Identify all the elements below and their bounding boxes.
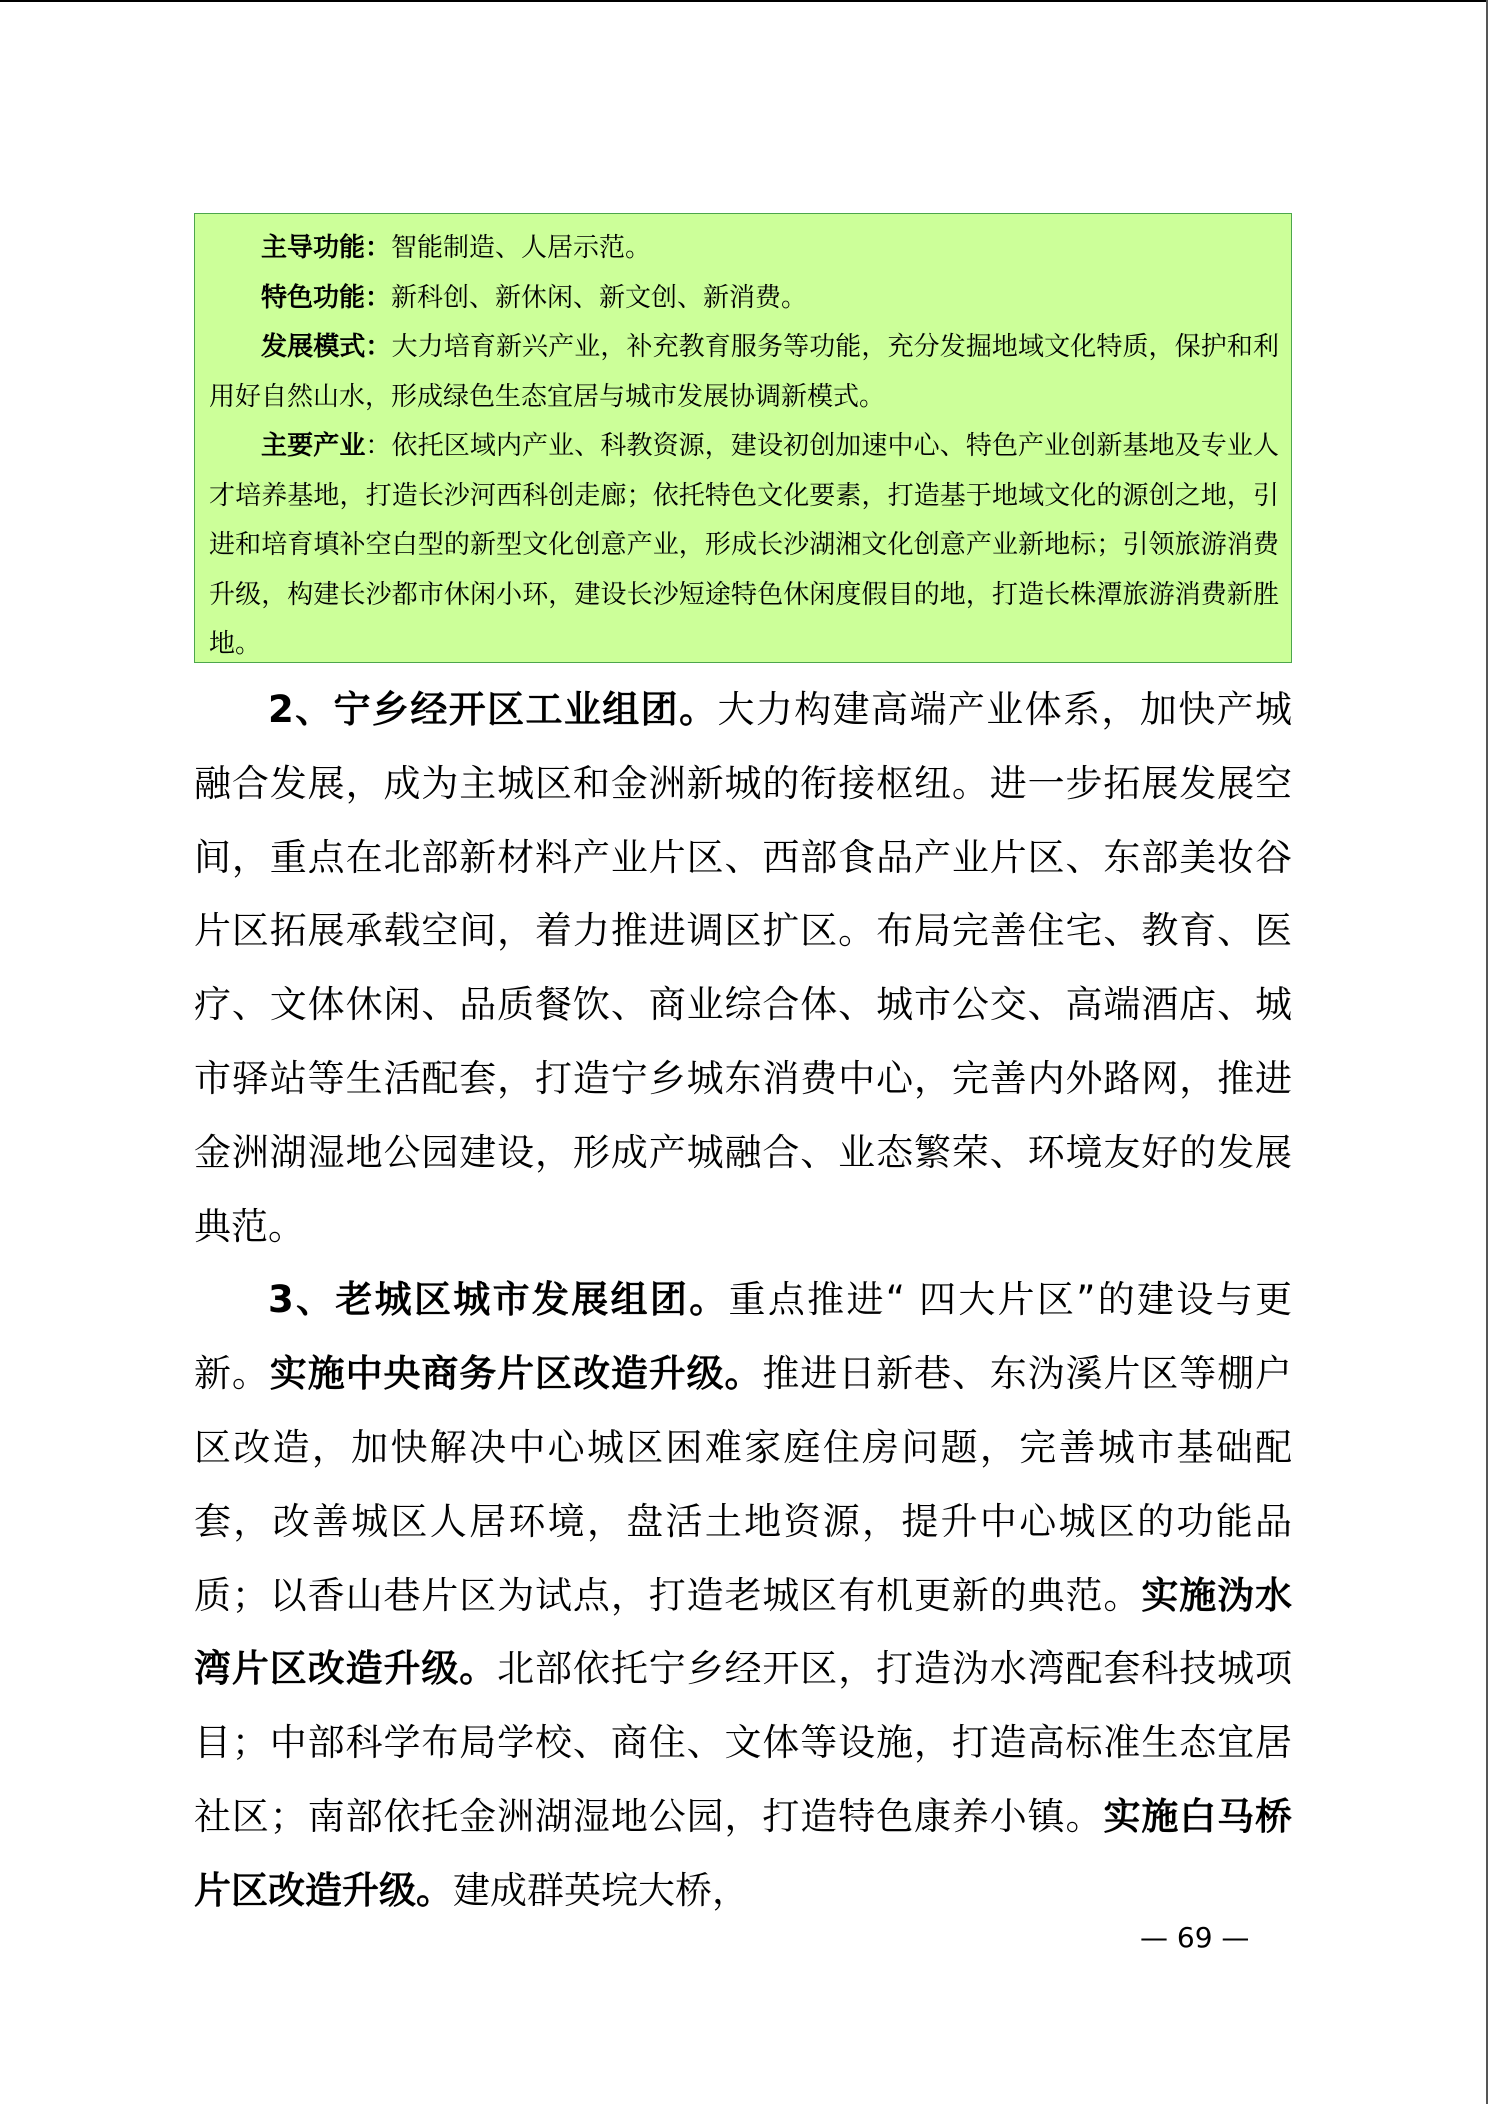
section-3-paragraph: [194, 1263, 1292, 1927]
section-3-bold-3: 实施白马桥片区改造升级。: [194, 1794, 1293, 1912]
section-3-intro: 重点推进“ 四大片区”的建设与更新。: [194, 1278, 1292, 1396]
section-3-bold-1: 实施中央商务片区改造升级。: [269, 1352, 763, 1396]
summary-box: [194, 213, 1292, 663]
section-2-text: 大力构建高端产业体系，加快产城融合发展，成为主城区和金洲新城的衔接枢纽。进一步拓展发展空间，重点在北部新材料产业片区、西部食品产业片区、东部美妆谷片区拓展承载空间，着力推进调区扩区。布局完善住宅、教育、医疗、文体休闲、品质餐饮、商业综合体、城市公交、高端酒店、城市驿站等生活配套，打造宁乡城东消费中心，完善内外路网，推进金洲湖湿地公园建设，形成产城融合、业态繁荣、环境友好的发展典范。: [194, 688, 1293, 1248]
box-text: ：依托区域内产业、科教资源，建设初创加速中心、特色产业创新基地及专业人才培养基地，打造长沙河西科创走廊；依托特色文化要素，打造基于地域文化的源创之地，引进和培育填补空白型的新型文化创意产业，形成长沙湖湘文化创意产业新地标；引领旅游消费升级，构建长沙都市休闲小环，建设长沙短途特色休闲度假目的地，打造长株潭旅游消费新胜地。: [209, 431, 1279, 659]
section-2-paragraph: [194, 673, 1292, 1263]
box-paragraph-feature-function: [209, 274, 1279, 324]
box-text: 大力培育新兴产业，补充教育服务等功能，充分发掘地域文化特质，保护和利用好自然山水，形成绿色生态宜居与城市发展协调新模式。: [209, 332, 1279, 412]
section-3-text-1: 推进日新巷、东沩溪片区等棚户区改造，加快解决中心城区困难家庭住房问题，完善城市基础配套，改善城区人居环境，盘活土地资源，提升中心城区的功能品质；以香山巷片区为试点，打造老城区有机更新的典范。: [194, 1352, 1293, 1617]
section-2-heading: 2、宁乡经开区工业组团。: [268, 688, 718, 731]
box-text: 新科创、新休闲、新文创、新消费。: [391, 282, 808, 313]
section-3-heading: 3、老城区城市发展组团。: [268, 1278, 729, 1322]
section-3-text-2: 北部依托宁乡经开区，打造沩水湾配套科技城项目；中部科学布局学校、商住、文体等设施，打造高标准生态宜居社区；南部依托金洲湖湿地公园，打造特色康养小镇。: [194, 1647, 1293, 1838]
page-top-border: [0, 0, 1488, 2]
page-number: — 69 —: [1140, 1921, 1250, 1954]
section-3-bold-2: 实施沩水湾片区改造升级。: [194, 1573, 1293, 1691]
box-paragraph-main-industry: [209, 422, 1279, 670]
box-label: 特色功能：: [261, 282, 392, 313]
box-paragraph-main-function: [209, 224, 1279, 274]
box-text: 智能制造、人居示范。: [391, 233, 652, 263]
box-paragraph-development-mode: [209, 323, 1279, 422]
main-body: [194, 673, 1292, 1928]
box-label: 主导功能：: [261, 233, 392, 263]
box-label: 发展模式：: [261, 332, 392, 362]
section-3-text-3: 建成群英垸大桥，: [453, 1868, 749, 1912]
box-label: 主要产业: [261, 431, 366, 461]
